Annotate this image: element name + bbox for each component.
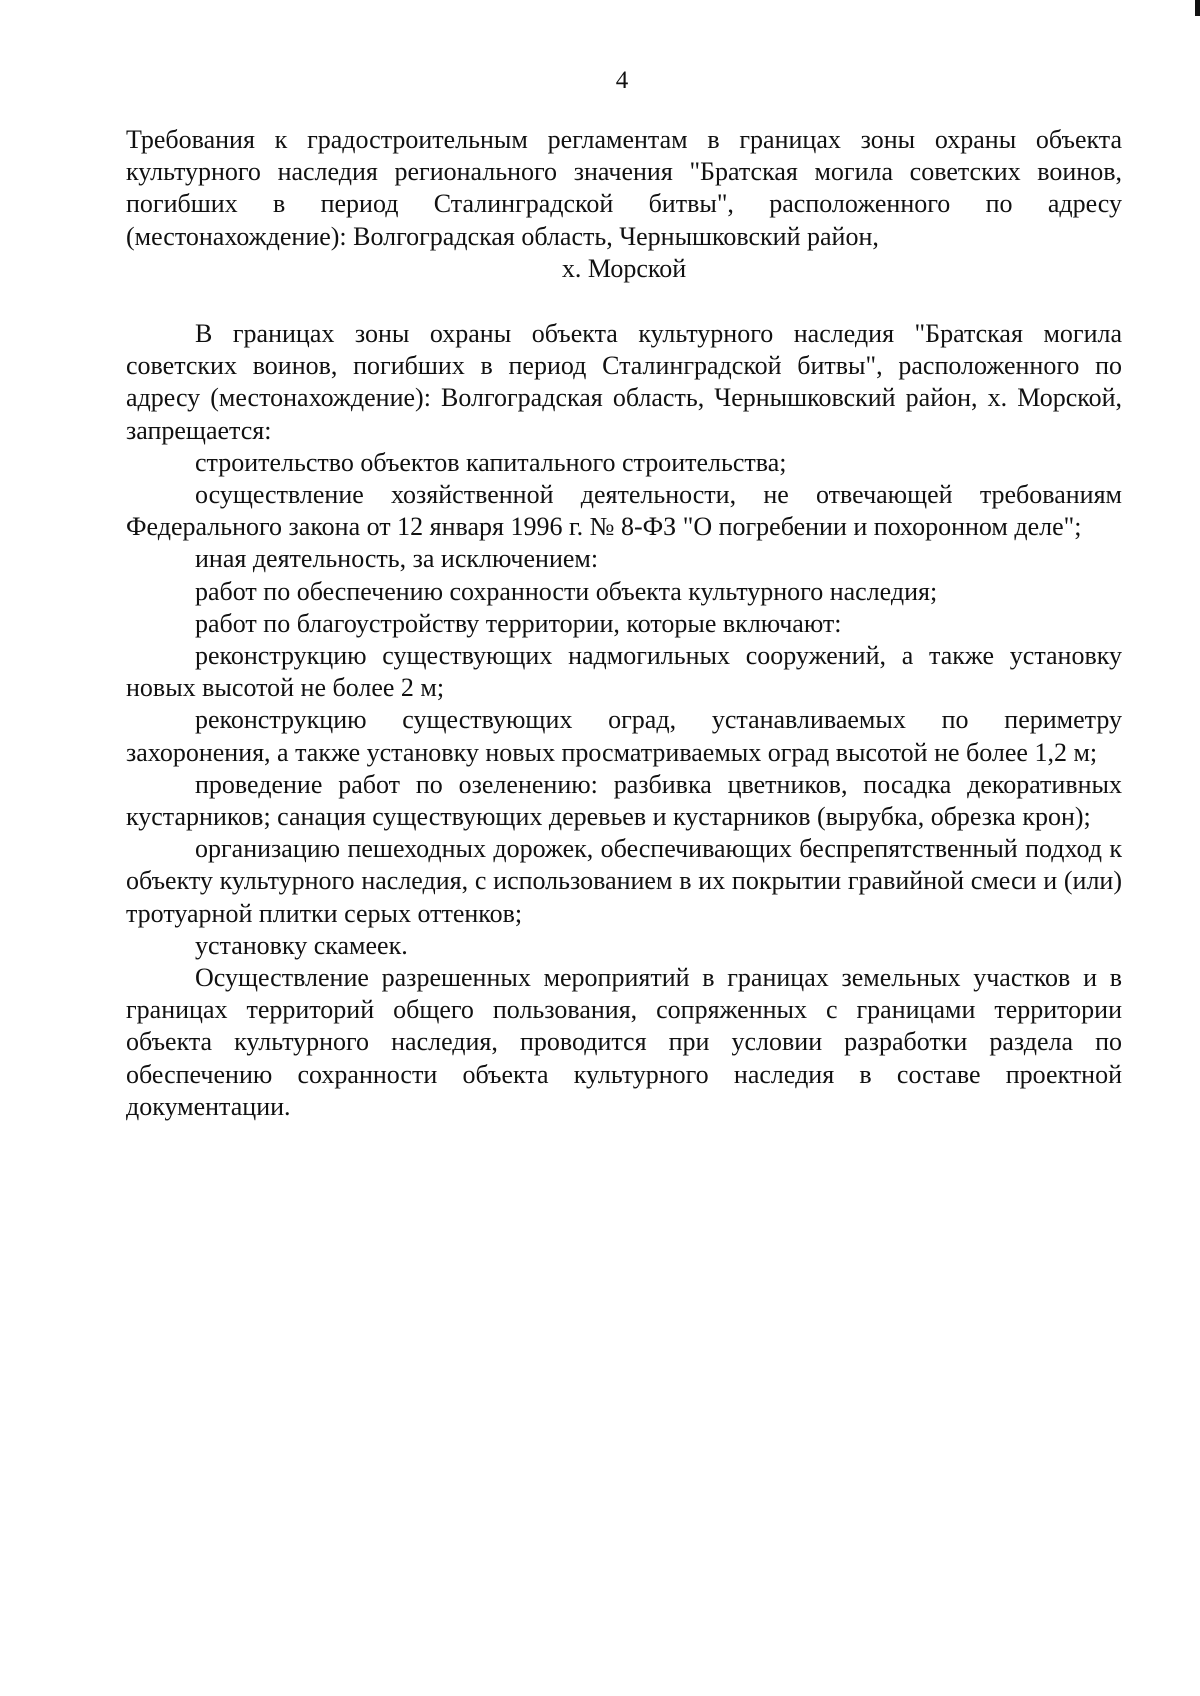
paragraph-item: работ по обеспечению сохранности объекта культурного наследия; [195,576,938,606]
paragraph-item: установку скамеек. [195,930,408,960]
page-edge-mark [1195,0,1200,16]
page-number: 4 [615,67,629,94]
paragraph-item: реконструкцию существующих надмогильных сооружений, а также установку новых высотой не более 2 м; [126,641,1122,703]
paragraph-item: иная деятельность, за исключением: [195,544,599,574]
section-heading: Требования к градостроительным регламентам в границах зоны охраны объекта культурного наследия регионального значения "Братская могила советских воинов, погибших в период Сталинградской битвы", расположенного по адресу (местонахождение): Волгоградская область, Чернышковский район, [126,125,1122,251]
paragraph-closing: Осуществление разрешенных мероприятий в границах земельных участков и в границах территорий общего пользования, сопряженных с границами территории объекта культурного наследия, проводится при условии разработки раздела по обеспечению сохранности объекта культурного наследия в составе проектной документации. [126,963,1122,1121]
section-heading-last-line: х. Морской [561,253,687,283]
paragraph-item: строительство объектов капитального строительства; [195,447,787,477]
paragraph-item: работ по благоустройству территории, которые включают: [195,608,842,638]
paragraph-item: организацию пешеходных дорожек, обеспечивающих беспрепятственный подход к объекту культурного наследия, с использованием в их покрытии гравийной смеси и (или) тротуарной плитки серых оттенков; [126,834,1122,928]
paragraph-item: реконструкцию существующих оград, устанавливаемых по периметру захоронения, а также установку новых просматриваемых оград высотой не более 1,2 м; [126,705,1122,767]
document-body [126,124,1122,1123]
paragraph-item: осуществление хозяйственной деятельности, не отвечающей требованиям Федерального закона от 12 января 1996 г. № 8-ФЗ "О погребении и похоронном деле"; [126,480,1122,542]
paragraph-list [126,318,1122,1123]
paragraph-item: проведение работ по озеленению: разбивка цветников, посадка декоративных кустарников; санация существующих деревьев и кустарников (вырубка, обрезка крон); [126,769,1122,832]
paragraph-intro: В границах зоны охраны объекта культурного наследия "Братская могила советских воинов, погибших в период Сталинградской битвы", расположенного по адресу (местонахождение): Волгоградская область, Чернышковский район, х. Морской, запрещается: [126,319,1122,445]
